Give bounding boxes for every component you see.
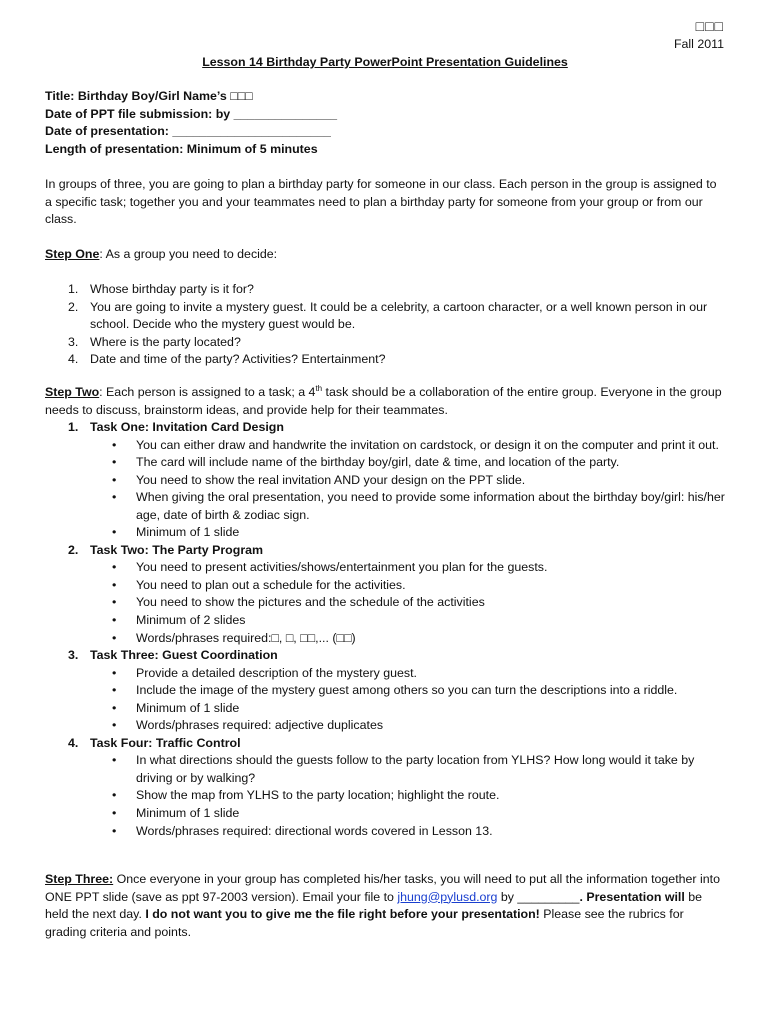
step-three-label: Step Three: (45, 872, 114, 886)
header-term: Fall 2011 (673, 37, 724, 51)
list-item: • Provide a detailed description of the mystery guest. (112, 665, 418, 680)
header-cjk-mark: □□□ (695, 18, 724, 34)
meta-presentation-line: Date of presentation: _______________________ (45, 124, 331, 139)
task-one-title: 1. Task One: Invitation Card Design (68, 420, 284, 434)
step-two-label: Step Two (45, 385, 100, 399)
meta-submission-line: Date of PPT file submission: by _______________ (45, 106, 338, 121)
meta-name-line: Title: Birthday Boy/Girl Name’s □□□ (45, 89, 253, 103)
list-item: • Minimum of 1 slide (112, 806, 240, 821)
list-item: • Minimum of 2 slides (112, 613, 246, 628)
document-title: Lesson 14 Birthday Party PowerPoint Presentation Guidelines (202, 55, 568, 69)
list-item: • You can either draw and handwrite the invitation on cardstock, or design it on the computer and print it out. (112, 437, 719, 452)
list-item: • Words/phrases required: directional words covered in Lesson 13. (112, 823, 493, 838)
list-item: • Words/phrases required:□, □, □□,... (□□) (112, 630, 356, 645)
email-link[interactable]: jhung@pylusd.org (397, 889, 498, 904)
task-two-title: 2. Task Two: The Party Program (68, 542, 264, 557)
list-item: • Words/phrases required: adjective duplicates (112, 718, 384, 733)
list-item: • When giving the oral presentation, you need to provide some information about the birthday boy/girl: his/her age, date of birth & zodiac sign. (112, 490, 725, 522)
step-one-heading (45, 246, 725, 264)
step-one-label: Step One (45, 247, 100, 261)
list-item: 4. Date and time of the party? Activities? Entertainment? (68, 352, 386, 367)
meta-block (45, 88, 337, 158)
task-three-title: 3. Task Three: Guest Coordination (68, 648, 278, 663)
intro-paragraph: In groups of three, you are going to plan a birthday party for someone in our class. Each person in the group is assigned to a specific task; together you and your teammates need to plan a birthday party for someone from your group or from our class. (45, 177, 717, 227)
list-item: 3. Where is the party located? (68, 334, 241, 349)
meta-length-line: Length of presentation: Minimum of 5 minutes (45, 141, 318, 156)
list-item: 2. You are going to invite a mystery guest. It could be a celebrity, a cartoon character, or a well known person in our school. Decide who the mystery guest would be. (68, 299, 708, 332)
step-one-list (68, 281, 728, 369)
list-item: • You need to show the real invitation AND your design on the PPT slide. (112, 472, 526, 487)
step-two-paragraph: Step Two: Each person is assigned to a task; a 4th task should be a collaboration of the entire group. Everyone in the group needs to discuss, brainstorm ideas, and provide help for their teammates. (45, 383, 722, 417)
list-item: • You need to plan out a schedule for the activities. (112, 577, 406, 592)
list-item: 1. Whose birthday party is it for? (68, 282, 254, 296)
list-item: • Minimum of 1 slide (112, 700, 240, 715)
list-item: • Show the map from YLHS to the party location; highlight the route. (112, 788, 500, 803)
list-item: • You need to show the pictures and the schedule of the activities (112, 595, 485, 610)
list-item: • In what directions should the guests follow to the party location from YLHS? How long would it take by driving or by walking? (112, 753, 695, 785)
list-item: • The card will include name of the birthday boy/girl, date & time, and location of the party. (112, 455, 620, 470)
list-item: • You need to present activities/shows/entertainment you plan for the guests. (112, 560, 548, 575)
task-list (68, 419, 728, 840)
list-item: • Minimum of 1 slide (112, 525, 240, 540)
step-three-paragraph: Step Three: Once everyone in your group has completed his/her tasks, you will need to put all the information together into ONE PPT slide (save as ppt 97-2003 version). Email your file to jhung@pylusd.org by _________. Presentation will be held the next day. I do not want you to give me the file right before your presentation! Please see the rubrics for grading criteria and points. (45, 872, 720, 939)
task-four-title: 4. Task Four: Traffic Control (68, 735, 241, 750)
step-one-text: : As a group you need to decide: (99, 247, 278, 261)
list-item: • Include the image of the mystery guest among others so you can turn the descriptions into a riddle. (112, 683, 678, 698)
